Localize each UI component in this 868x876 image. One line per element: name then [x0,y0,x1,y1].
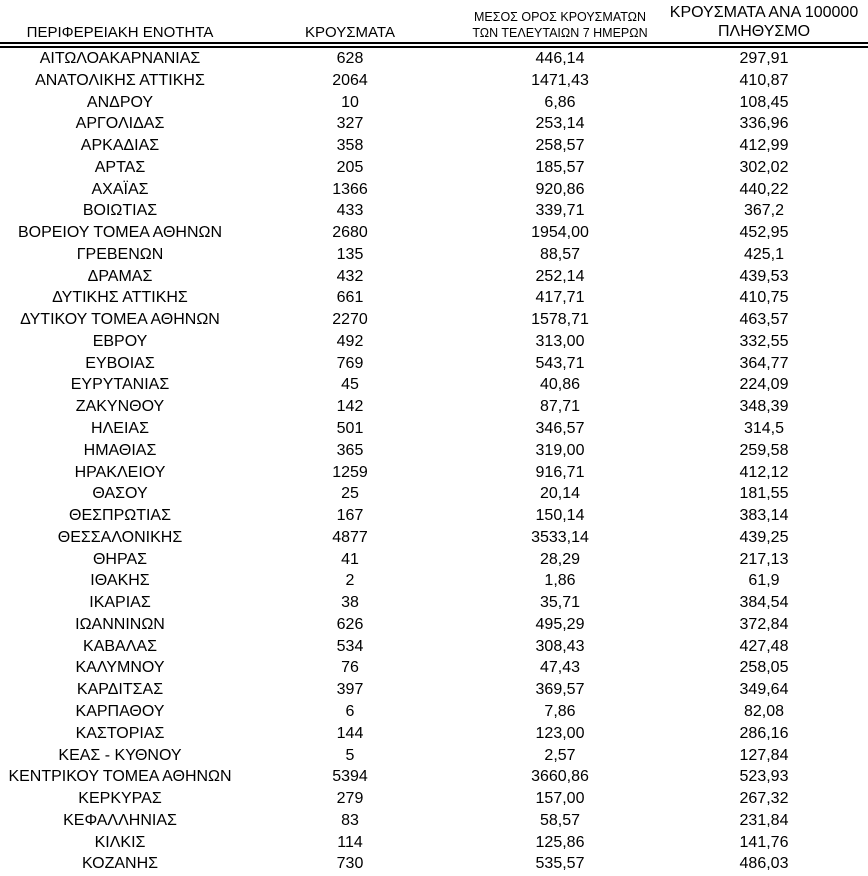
cell-7day-average: 535,57 [535,855,585,873]
table-row [0,723,868,745]
cell-cases-per-100k: 181,55 [739,485,789,503]
cell-cases-per-100k: 348,39 [739,398,789,416]
cell-region-name: ΓΡΕΒΕΝΩΝ [76,245,164,263]
cell-cases: 769 [336,354,364,372]
cell-cases-per-100k: 410,75 [739,289,789,307]
cell-region-name: ΚΕΡΚΥΡΑΣ [78,790,162,808]
cell-7day-average: 40,86 [539,376,581,394]
column-header-7day-average-line1: ΜΕΣΟΣ ΟΡΟΣ ΚΡΟΥΣΜΑΤΩΝ [473,10,647,24]
cell-7day-average: 543,71 [535,354,585,372]
cell-cases-per-100k: 258,05 [739,659,789,677]
cell-7day-average: 319,00 [535,441,585,459]
cell-cases-per-100k: 231,84 [739,811,789,829]
cell-cases: 365 [336,441,364,459]
cell-region-name: ΗΜΑΘΙΑΣ [83,441,157,459]
cell-cases: 1366 [332,180,368,198]
cell-region-name: ΚΕΝΤΡΙΚΟΥ ΤΟΜΕΑ ΑΘΗΝΩΝ [8,768,232,786]
table-row [0,810,868,832]
cell-cases: 25 [341,485,359,503]
cell-7day-average: 369,57 [535,681,585,699]
cell-cases-per-100k: 336,96 [739,115,789,133]
table-row [0,636,868,658]
cell-cases-per-100k: 452,95 [739,224,789,242]
cell-region-name: ΑΡΓΟΛΙΔΑΣ [75,115,165,133]
table-row [0,462,868,484]
cell-cases-per-100k: 108,45 [739,93,789,111]
cell-cases-per-100k: 383,14 [739,507,789,525]
cell-7day-average: 920,86 [535,180,585,198]
cell-region-name: ΑΡΤΑΣ [94,158,146,176]
table-row [0,832,868,854]
cell-region-name: ΕΥΒΟΙΑΣ [85,354,155,372]
cell-cases-per-100k: 439,53 [739,267,789,285]
cell-cases-per-100k: 364,77 [739,354,789,372]
cell-7day-average: 28,29 [539,550,581,568]
cell-cases: 142 [336,398,364,416]
table-row [0,570,868,592]
cell-cases: 5394 [332,768,368,786]
cell-7day-average: 6,86 [544,93,576,111]
cell-region-name: ΚΑΣΤΟΡΙΑΣ [75,724,165,742]
cell-cases-per-100k: 141,76 [739,833,789,851]
cell-cases: 205 [336,158,364,176]
cell-cases: 144 [336,724,364,742]
cell-cases: 114 [337,833,363,851]
cell-7day-average: 253,14 [535,115,585,133]
cell-7day-average: 1,86 [544,572,576,590]
cell-cases: 1259 [332,463,368,481]
cell-cases: 397 [336,681,364,699]
cell-cases-per-100k: 267,32 [739,790,789,808]
cell-region-name: ΗΛΕΙΑΣ [91,420,149,438]
table-row [0,614,868,636]
cell-region-name: ΚΙΛΚΙΣ [94,833,146,851]
cell-cases: 358 [336,137,364,155]
cell-cases: 2 [345,572,355,590]
cell-7day-average: 3533,14 [531,528,589,546]
cell-cases-per-100k: 410,87 [739,71,789,89]
cell-cases-per-100k: 224,09 [739,376,789,394]
table-row [0,701,868,723]
cell-cases-per-100k: 82,08 [743,702,785,720]
cell-cases-per-100k: 367,2 [743,202,785,220]
cell-cases: 534 [336,637,364,655]
table-row [0,549,868,571]
table-row [0,200,868,222]
cell-7day-average: 35,71 [539,594,581,612]
cell-7day-average: 58,57 [539,811,581,829]
cell-7day-average: 417,71 [535,289,585,307]
cell-7day-average: 88,57 [539,245,581,263]
cell-cases: 76 [341,659,359,677]
cell-cases: 433 [336,202,364,220]
cell-region-name: ΑΡΚΑΔΙΑΣ [80,137,160,155]
cell-7day-average: 2,57 [544,746,576,764]
table-row [0,179,868,201]
cell-region-name: ΕΥΡΥΤΑΝΙΑΣ [70,376,170,394]
cell-7day-average: 125,86 [535,833,585,851]
cell-7day-average: 446,14 [535,50,585,67]
cell-region-name: ΕΒΡΟΥ [92,332,148,350]
cell-region-name: ΘΗΡΑΣ [92,550,148,568]
cell-region-name: ΒΟΙΩΤΙΑΣ [82,202,158,220]
table-row [0,222,868,244]
table-row [0,483,868,505]
cell-cases: 38 [341,594,359,612]
cell-region-name: ΚΟΖΑΝΗΣ [81,855,159,873]
cell-region-name: ΚΕΑΣ - ΚΥΘΝΟΥ [58,746,182,764]
cell-cases: 2270 [332,311,368,329]
cell-7day-average: 258,57 [535,137,585,155]
cell-cases: 730 [336,855,364,873]
cell-cases: 626 [336,615,364,633]
column-header-7day-average-line2: ΤΩΝ ΤΕΛΕΥΤΑΙΩΝ 7 ΗΜΕΡΩΝ [472,25,648,40]
cell-7day-average: 47,43 [539,659,581,677]
table-row [0,266,868,288]
cell-cases-per-100k: 523,93 [739,768,789,786]
cell-7day-average: 495,29 [535,615,585,633]
cell-cases: 501 [336,420,364,438]
cell-7day-average: 87,71 [539,398,581,416]
table-row [0,505,868,527]
cell-cases-per-100k: 463,57 [739,311,789,329]
cell-cases-per-100k: 297,91 [739,50,789,67]
cell-cases: 167 [336,507,364,525]
cell-cases-per-100k: 440,22 [739,180,789,198]
cell-region-name: ΚΕΦΑΛΛΗΝΙΑΣ [63,811,177,829]
column-header-cases: ΚΡΟΥΣΜΑΤΑ [305,24,395,41]
table-row [0,418,868,440]
cell-cases: 45 [341,376,359,394]
cell-region-name: ΙΘΑΚΗΣ [90,572,150,590]
cell-7day-average: 20,14 [539,485,581,503]
table-row [0,92,868,114]
cell-region-name: ΚΑΡΔΙΤΣΑΣ [76,681,164,699]
table-row [0,853,868,875]
cell-cases-per-100k: 217,13 [739,550,789,568]
cell-region-name: ΚΑΡΠΑΘΟΥ [75,702,165,720]
cell-cases-per-100k: 349,64 [739,681,789,699]
cell-cases-per-100k: 427,48 [739,637,789,655]
cell-cases-per-100k: 384,54 [739,594,789,612]
table-row [0,287,868,309]
table-row [0,766,868,788]
column-header-7day-average [460,10,660,41]
cell-7day-average: 339,71 [535,202,585,220]
cell-7day-average: 185,57 [535,158,585,176]
column-header-cases-per-100k-line2: ΠΛΗΘΥΣΜΟ [717,23,811,40]
cell-region-name: ΒΟΡΕΙΟΥ ΤΟΜΕΑ ΑΘΗΝΩΝ [17,224,223,242]
cell-cases-per-100k: 286,16 [739,724,789,742]
table-row [0,48,868,70]
cell-7day-average: 346,57 [535,420,585,438]
cell-7day-average: 313,00 [535,332,585,350]
table-row [0,396,868,418]
cell-cases: 4877 [332,528,368,546]
cell-7day-average: 308,43 [535,637,585,655]
cell-7day-average: 1471,43 [531,71,589,89]
cell-7day-average: 1578,71 [531,311,589,329]
cell-cases-per-100k: 259,58 [739,441,789,459]
cell-cases-per-100k: 332,55 [739,332,789,350]
cell-cases-per-100k: 439,25 [739,528,789,546]
cell-region-name: ΑΝΔΡΟΥ [86,93,154,111]
cell-region-name: ΔΥΤΙΚΗΣ ΑΤΤΙΚΗΣ [52,289,188,307]
cell-region-name: ΑΝΑΤΟΛΙΚΗΣ ΑΤΤΙΚΗΣ [35,71,205,89]
cell-cases: 2680 [332,224,368,242]
cell-region-name: ΙΩΑΝΝΙΝΩΝ [75,615,165,633]
cell-cases: 432 [336,267,364,285]
cell-cases: 2064 [332,71,368,89]
cell-cases-per-100k: 61,9 [748,572,780,590]
cell-7day-average: 3660,86 [531,768,589,786]
cell-cases-per-100k: 127,84 [739,746,789,764]
cell-cases-per-100k: 372,84 [739,615,789,633]
cell-cases: 279 [336,790,364,808]
table-row [0,113,868,135]
cell-cases: 41 [341,550,359,568]
cell-7day-average: 7,86 [544,702,576,720]
cell-region-name: ΚΑΒΑΛΑΣ [83,637,157,655]
table-row [0,788,868,810]
cell-region-name: ΖΑΚΥΝΘΟΥ [75,398,165,416]
table-row [0,70,868,92]
cell-region-name: ΙΚΑΡΙΑΣ [89,594,151,612]
cell-7day-average: 157,00 [535,790,585,808]
cell-cases-per-100k: 314,5 [743,420,785,438]
cell-region-name: ΗΡΑΚΛΕΙΟΥ [74,463,166,481]
cell-region-name: ΑΧΑΪΑΣ [91,180,149,198]
cell-region-name: ΘΑΣΟΥ [92,485,148,503]
table-row [0,440,868,462]
table-row [0,309,868,331]
cell-region-name: ΔΥΤΙΚΟΥ ΤΟΜΕΑ ΑΘΗΝΩΝ [20,311,220,329]
cell-cases-per-100k: 412,99 [739,137,789,155]
cell-cases: 5 [345,746,355,764]
cell-region-name: ΘΕΣΣΑΛΟΝΙΚΗΣ [57,528,183,546]
table-header-row [0,0,868,42]
table-row [0,244,868,266]
column-header-region: ΠΕΡΙΦΕΡΕΙΑΚΗ ΕΝΟΤΗΤΑ [26,24,214,41]
cell-cases: 10 [341,93,359,111]
cell-7day-average: 123,00 [535,724,585,742]
table-row [0,353,868,375]
table-row [0,592,868,614]
cell-cases: 628 [336,50,364,67]
cell-cases-per-100k: 412,12 [739,463,789,481]
cell-7day-average: 916,71 [535,463,585,481]
table-row [0,331,868,353]
cell-region-name: ΑΙΤΩΛΟΑΚΑΡΝΑΝΙΑΣ [39,50,201,67]
cell-7day-average: 252,14 [535,267,585,285]
cell-cases-per-100k: 302,02 [739,158,789,176]
cell-cases-per-100k: 486,03 [739,855,789,873]
cell-cases: 6 [345,702,355,720]
cell-region-name: ΘΕΣΠΡΩΤΙΑΣ [69,507,171,525]
table-body [0,48,868,875]
table-row [0,745,868,767]
cell-region-name: ΔΡΑΜΑΣ [87,267,153,285]
cell-cases: 83 [341,811,359,829]
column-header-cases-per-100k [660,3,868,41]
column-header-cases-per-100k-line1: ΚΡΟΥΣΜΑΤΑ ΑΝΑ 100000 [669,4,859,21]
cell-cases: 327 [336,115,364,133]
cell-7day-average: 150,14 [535,507,585,525]
table-row [0,679,868,701]
cell-cases: 135 [336,245,364,263]
table-row [0,527,868,549]
table-row [0,657,868,679]
cell-region-name: ΚΑΛΥΜΝΟΥ [75,659,165,677]
table-row [0,157,868,179]
cell-cases: 492 [336,332,364,350]
cell-cases-per-100k: 425,1 [743,245,785,263]
table-row [0,374,868,396]
cell-7day-average: 1954,00 [531,224,589,242]
cell-cases: 661 [336,289,364,307]
table-row [0,135,868,157]
